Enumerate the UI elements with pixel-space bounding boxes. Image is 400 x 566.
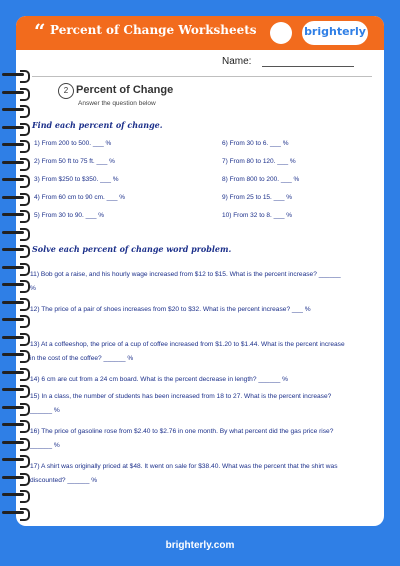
problem-item: 5) From 30 to 90. ___ % (34, 212, 105, 219)
binding-ring-icon (2, 385, 30, 395)
divider (32, 76, 372, 77)
binding-ring-icon (2, 508, 30, 518)
word-problem: 11) Bob got a raise, and his hourly wage increased from $12 to $15. What is the percent increase? ______ % (30, 271, 341, 292)
name-label: Name: (222, 56, 252, 67)
problem-item: 7) From 80 to 120. ___ % (222, 158, 296, 165)
problem-item: 2) From 50 ft to 75 ft. ___ % (34, 158, 115, 165)
header-circle-decoration (270, 22, 292, 44)
word-problem: 17) A shirt was originally priced at $48. It went on sale for $38.40. What was the percent that the shirt was discounted? ______ % (30, 463, 338, 484)
footer-url: brighterly.com (165, 540, 235, 551)
worksheet-page (16, 16, 384, 526)
problem-item: 6) From 30 to 6. ___ % (222, 140, 289, 147)
section-title: Percent of Change (76, 84, 174, 96)
word-problem: 16) The price of gasoline rose from $2.40 to $2.76 in one month. By what percent did the gas price rise? ______ % (30, 428, 334, 449)
binding-ring-icon (2, 473, 30, 483)
binding-ring-icon (2, 438, 30, 448)
binding-ring-icon (2, 228, 30, 238)
word-problem: 12) The price of a pair of shoes increases from $20 to $32. What is the percent increase? ___ % (30, 306, 311, 313)
binding-ring-icon (2, 280, 30, 290)
logo-text: brighterly (304, 25, 366, 38)
binding-ring-icon (2, 455, 30, 465)
binding-ring-icon (2, 245, 30, 255)
binding-ring-icon (2, 193, 30, 203)
word-problem: 13) At a coffeeshop, the price of a cup of coffee increased from $1.20 to $1.44. What is the percent increase in the cost of the coffee? ______ % (30, 341, 345, 362)
section-subtitle: Answer the question below (78, 100, 156, 107)
binding-ring-icon (2, 88, 30, 98)
binding-ring-icon (2, 350, 30, 360)
binding-ring-icon (2, 368, 30, 378)
word-problem: 15) In a class, the number of students has been increased from 18 to 27. What is the percent increase? ______ % (30, 393, 332, 414)
part1-heading: Find each percent of change. (32, 120, 163, 130)
binding-ring-icon (2, 105, 30, 115)
part2-heading: Solve each percent of change word problem. (32, 244, 232, 254)
binding-ring-icon (2, 333, 30, 343)
binding-ring-icon (2, 158, 30, 168)
binding-ring-icon (2, 403, 30, 413)
problem-item: 9) From 25 to 15. ___ % (222, 194, 293, 201)
worksheet-title: Percent of Change Worksheets (50, 23, 257, 37)
problem-item: 1) From 200 to 500. ___ % (34, 140, 112, 147)
binding-ring-icon (2, 175, 30, 185)
quote-icon: “ (34, 19, 46, 43)
problem-item: 3) From $250 to $350. ___ % (34, 176, 119, 183)
problem-item: 4) From 60 cm to 90 cm. ___ % (34, 194, 126, 201)
section-number: 2 (58, 83, 74, 99)
binding-ring-icon (2, 490, 30, 500)
binding-ring-icon (2, 420, 30, 430)
binding-ring-icon (2, 123, 30, 133)
binding-ring-icon (2, 210, 30, 220)
binding-ring-icon (2, 140, 30, 150)
binding-ring-icon (2, 263, 30, 273)
binding-ring-icon (2, 70, 30, 80)
problem-item: 10) From 32 to 8. ___ % (222, 212, 293, 219)
binding-ring-icon (2, 298, 30, 308)
brighterly-logo (302, 21, 368, 45)
name-field-line (262, 66, 354, 67)
binding-ring-icon (2, 315, 30, 325)
word-problem: 14) 6 cm are cut from a 24 cm board. What is the percent decrease in length? ______ % (30, 376, 289, 383)
problem-item: 8) From 800 to 200. ___ % (222, 176, 300, 183)
worksheet-header (16, 16, 384, 50)
